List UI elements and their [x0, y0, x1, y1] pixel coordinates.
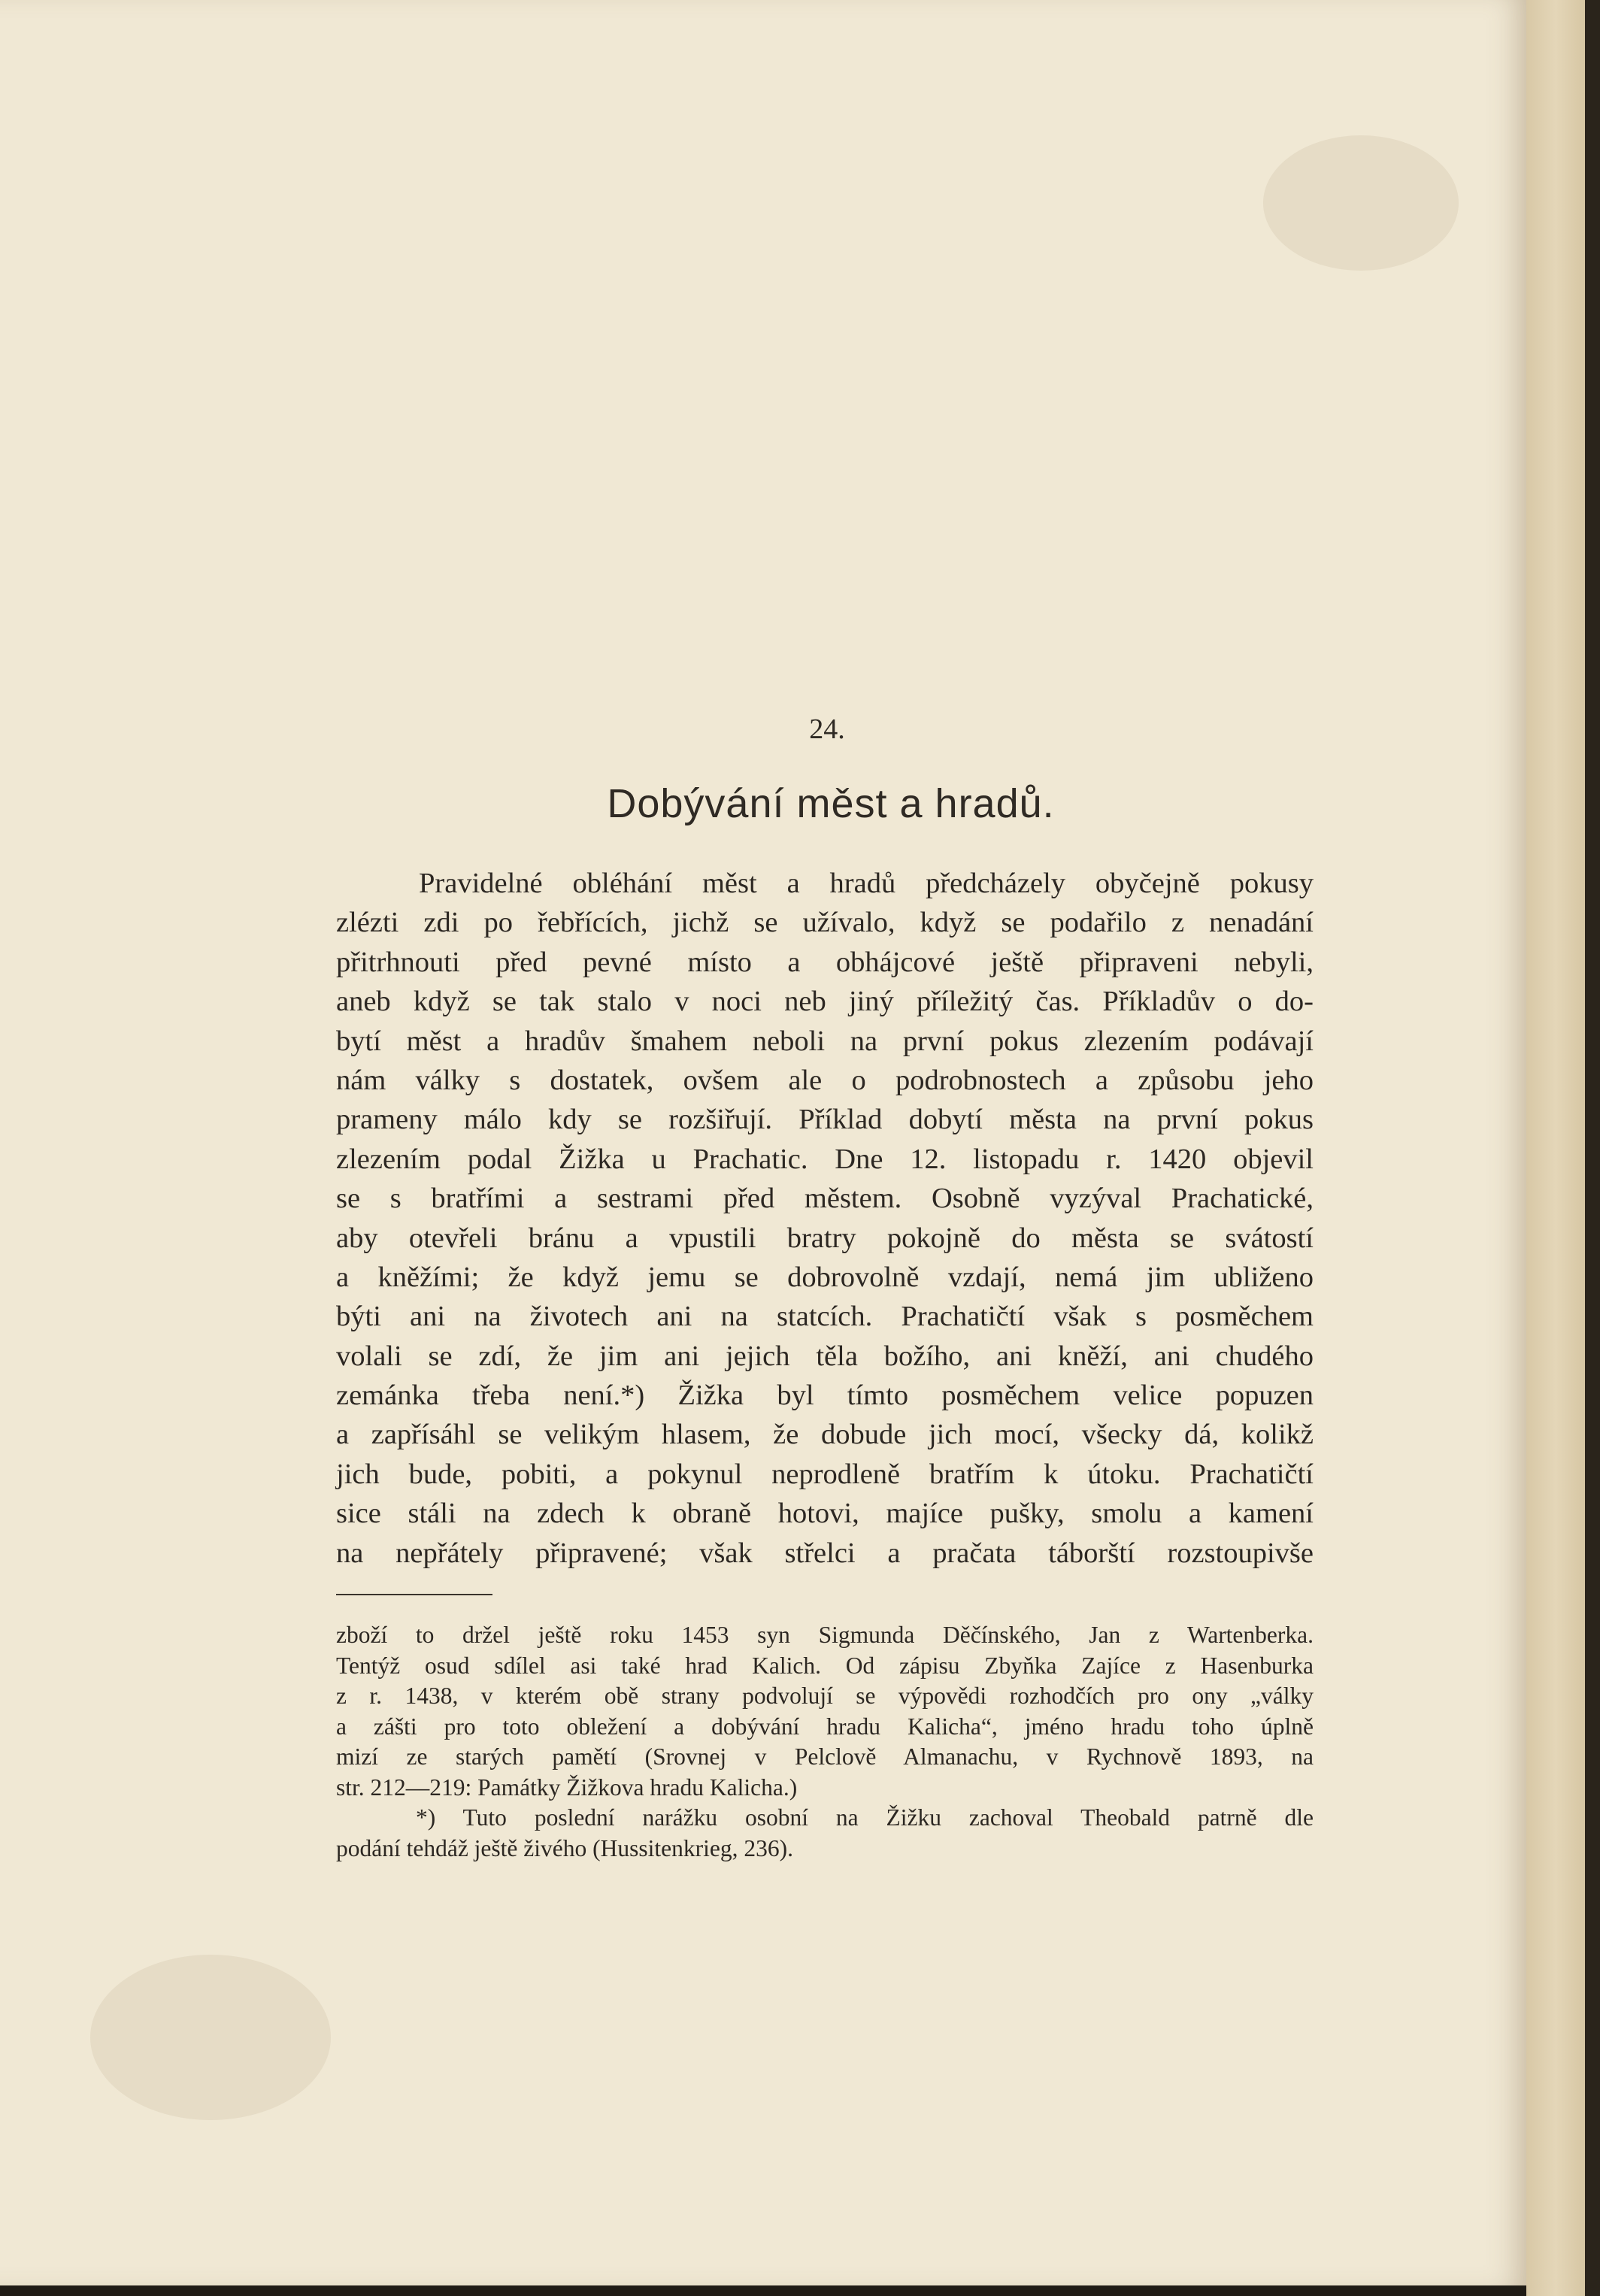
footnote-line: *) Tuto poslední narážku osobní na Žižku zachoval Theobald patrně dle — [416, 1804, 1314, 1831]
paper-stain — [90, 1955, 331, 2120]
body-line: jich bude, pobiti, a pokynul neprodleně bratřím k útoku. Prachatičtí — [336, 1458, 1314, 1490]
body-paragraph — [336, 864, 1314, 1573]
footnote-line: str. 212—219: Památky Žižkova hradu Kalicha.) — [336, 1773, 798, 1801]
footnote-divider — [336, 1594, 492, 1595]
body-line: aby otevřeli bránu a vpustili bratry pokojně do města se svátostí — [336, 1222, 1314, 1254]
body-line: sice stáli na zdech k obraně hotovi, majíce pušky, smolu a kamení — [336, 1498, 1314, 1530]
footnote-line: podání tehdáž ještě živého (Hussitenkrieg, 236). — [336, 1834, 793, 1861]
body-line: zemánka třeba není.*) Žižka byl tímto posměchem velice popuzen — [336, 1380, 1314, 1412]
body-line: volali se zdí, že jim ani jejich těla božího, ani kněží, ani chudého — [336, 1340, 1314, 1372]
body-line: býti ani na životech ani na statcích. Prachatičtí však s posměchem — [336, 1301, 1314, 1333]
footnote-line: zboží to držel ještě roku 1453 syn Sigmunda Děčínského, Jan z Wartenberka. — [336, 1622, 1314, 1648]
body-line: a zapřísáhl se velikým hlasem, že dobude jich mocí, všecky dá, kolikž — [336, 1419, 1314, 1451]
body-line: na nepřátely připravené; však střelci a pračata táborští rozstoupivše — [336, 1537, 1314, 1569]
body-line: zlezením podal Žižka u Prachatic. Dne 12. listopadu r. 1420 objevil — [336, 1143, 1314, 1175]
footnote-line: z r. 1438, v kterém obě strany podvolují se výpovědi rozhodčích pro ony „války — [336, 1683, 1314, 1709]
footnote-line: a zášti pro toto obležení a dobývání hradu Kalicha“, jméno hradu toho úplně — [336, 1713, 1314, 1740]
body-line: nám války s dostatek, ovšem ale o podrobnostech a způsobu jeho — [336, 1064, 1314, 1096]
paper-stain — [1263, 135, 1459, 271]
footnote-line: Tentýž osud sdílel asi také hrad Kalich. Od zápisu Zbyňka Zajíce z Hasenburka — [336, 1652, 1314, 1679]
body-line: zlézti zdi po řebřících, jichž se užívalo, když se podařilo z nenadání — [336, 907, 1314, 939]
body-line: se s bratřími a sestrami před městem. Osobně vyzýval Prachatické, — [336, 1183, 1314, 1215]
footnote-line: mizí ze starých pamětí (Srovnej v Pelclově Almanachu, v Rychnově 1893, na — [336, 1743, 1314, 1770]
body-line: Pravidelné obléhání měst a hradů předcházely obyčejně pokusy — [419, 868, 1314, 899]
body-line: aneb když se tak stalo v noci neb jiný příležitý čas. Příkladův o do- — [336, 986, 1314, 1018]
body-line: a kněžími; že když jemu se dobrovolně vzdají, nemá jim ubliženo — [336, 1261, 1314, 1293]
page-edge — [1526, 0, 1600, 2296]
body-line: přitrhnouti před pevné místo a obhájcové ještě připraveni nebyli, — [336, 946, 1314, 978]
footnotes — [336, 1620, 1314, 1864]
chapter-title: Dobývání měst a hradů. — [607, 781, 1055, 826]
body-line: bytí měst a hradův šmahem neboli na první pokus zlezením podávají — [336, 1025, 1314, 1057]
section-number: 24. — [809, 713, 845, 745]
body-line: prameny málo kdy se rozšiřují. Příklad dobytí města na první pokus — [336, 1104, 1314, 1136]
